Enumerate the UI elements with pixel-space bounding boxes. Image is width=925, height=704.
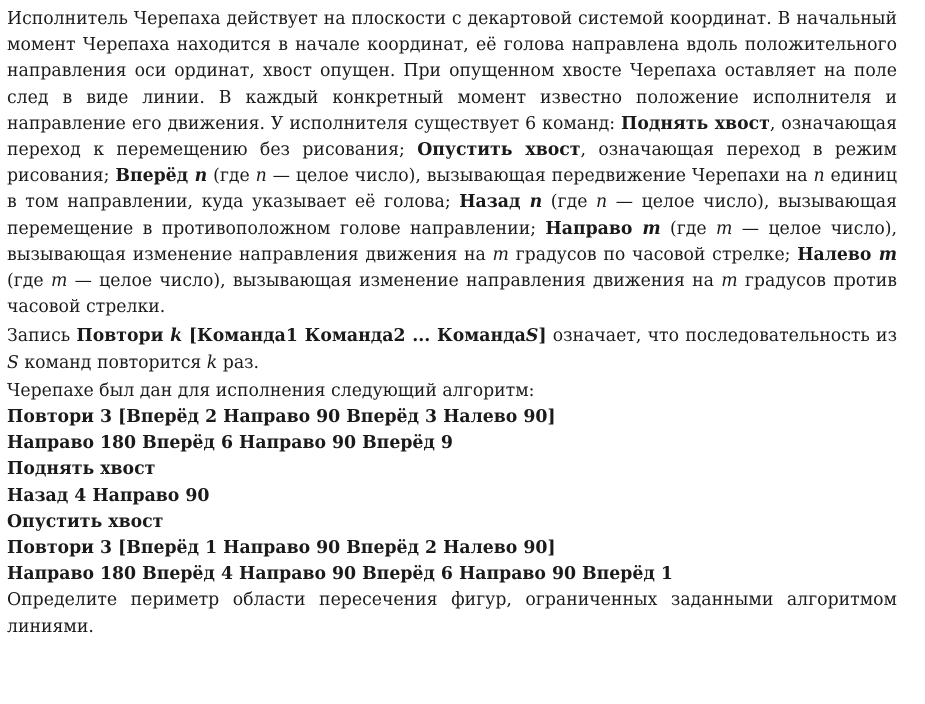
intro-text: (где [7, 271, 51, 292]
problem-page [7, 6, 897, 640]
intro-text: градусов против часовой стрелки. [7, 271, 897, 318]
algorithm-code [7, 404, 897, 587]
intro-text: — целое число), вызывающая изменение направления движения на [67, 271, 722, 292]
intro-text: (где [660, 218, 717, 239]
variable-m: m [716, 218, 733, 239]
intro-text: — целое число), вызывающая изменение направления движения на [7, 218, 898, 265]
variable-n: n [596, 192, 608, 213]
command-forward: Вперёд n [115, 166, 208, 187]
intro-text: Исполнитель Черепаха действует на плоскости с декартовой системой координат. В начальный момент Черепаха находится в начале координат, её голова направлена вдоль положительного направления оси ординат, хвост опущен. При опущенном хвосте Черепаха оставляет на поле след в виде линии. В каждый конкретный момент известно положение исполнителя и направление его движения. У исполнителя существует 6 команд: [7, 9, 897, 134]
command-back: Назад n [459, 192, 543, 213]
repeat-definition: Запись Повтори k [Команда1 Команда2 ... КомандаS] означает, что последовательность из S команд повторится k раз. [7, 326, 898, 373]
variable-m: m [721, 271, 738, 292]
intro-text: , означающая переход в режим рисования; [7, 140, 897, 187]
intro-text: — целое число), вызывающая передвижение Черепахи на [266, 166, 814, 187]
variable-s: S [7, 352, 19, 373]
variable-n: n [813, 166, 825, 187]
question-text: Определите периметр области пересечения фигур, ограниченных заданными алгоритмом линиями. [7, 590, 897, 637]
intro-text: единиц в том направлении, куда указывает её голова; [7, 166, 897, 213]
algorithm-line: Опустить хвост [7, 511, 164, 532]
repeat-syntax: Повтори k [Команда1 Команда2 ... КомандаS] [76, 326, 547, 347]
variable-m: m [50, 271, 68, 292]
intro-paragraph [7, 6, 897, 320]
intro-text: — целое число), вызывающая перемещение в противоположном голове направлении; [7, 192, 897, 239]
command-left: Налево m [797, 244, 897, 265]
intro-text: градусов по часовой стрелке; [508, 244, 798, 265]
algorithm-line: Назад 4 Направо 90 [7, 485, 210, 506]
variable-k: k [206, 352, 218, 373]
algorithm-line: Поднять хвост [7, 459, 156, 480]
intro-text: (где [542, 192, 597, 213]
algorithm-lead: Черепахе был дан для исполнения следующий алгоритм: [7, 380, 535, 401]
command-right: Направо m [545, 218, 661, 239]
command-lift-tail: Поднять хвост [621, 113, 770, 134]
algorithm-line: Повтори 3 [Вперёд 2 Направо 90 Вперёд 3 Налево 90] [7, 407, 556, 428]
algorithm-line: Повтори 3 [Вперёд 1 Направо 90 Вперёд 2 Налево 90] [7, 538, 556, 559]
algorithm-line: Направо 180 Вперёд 6 Направо 90 Вперёд 9 [7, 433, 453, 454]
algorithm-line: Направо 180 Вперёд 4 Направо 90 Вперёд 6 Направо 90 Вперёд 1 [7, 564, 673, 585]
intro-text: (где [207, 166, 256, 187]
variable-m: m [492, 244, 509, 265]
command-lower-tail: Опустить хвост [417, 140, 581, 161]
variable-n: n [255, 166, 267, 187]
intro-text: , означающая переход к перемещению без рисования; [7, 113, 897, 161]
